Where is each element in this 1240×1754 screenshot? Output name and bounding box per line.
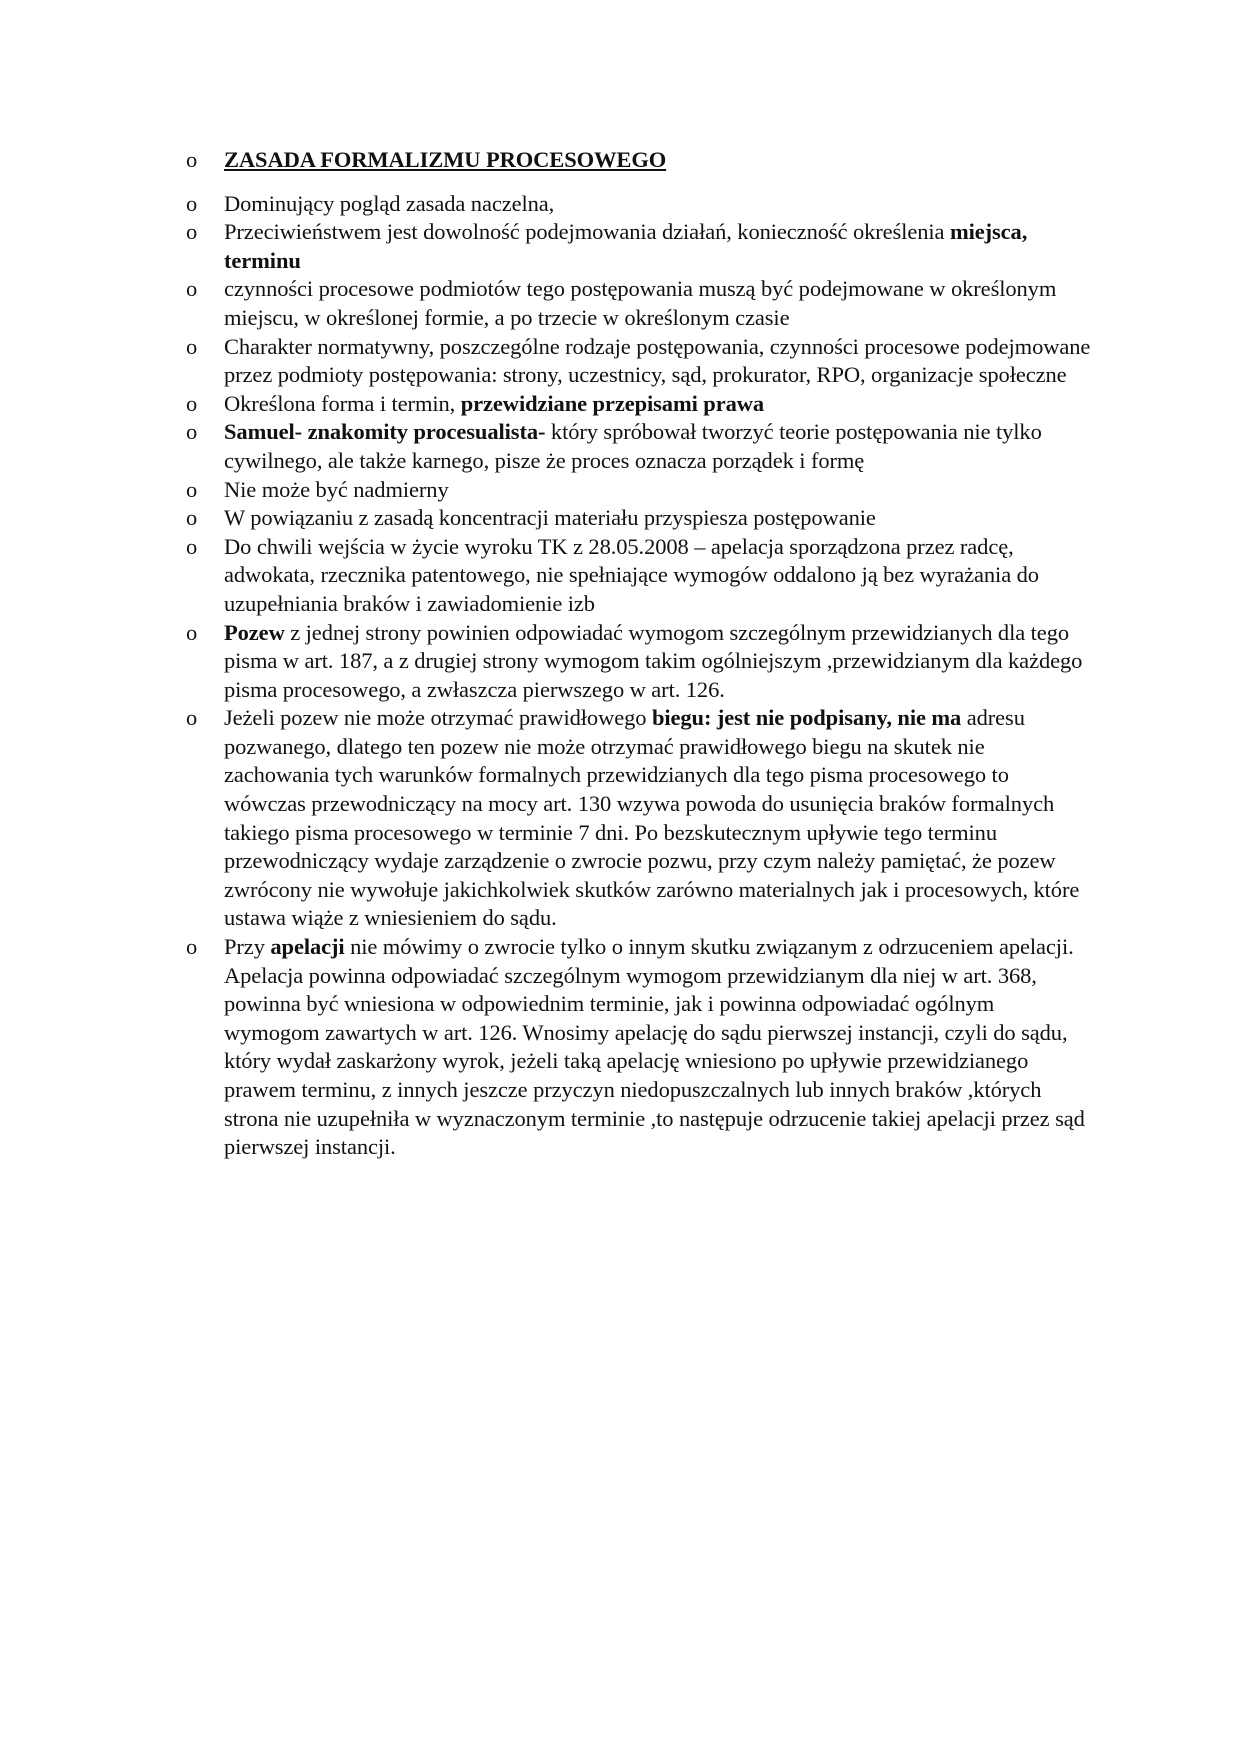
list-item-text: W powiązaniu z zasadą koncentracji materiału przyspiesza postępowanie	[224, 505, 876, 531]
bullet-marker: o	[186, 390, 198, 416]
bullet-marker: o	[186, 219, 198, 245]
bullet-marker: o	[186, 619, 198, 645]
bullet-marker: o	[186, 147, 198, 172]
list-item-text: Dominujący pogląd zasada naczelna,	[224, 190, 555, 216]
list-item	[186, 504, 1092, 533]
list-item	[186, 619, 1092, 705]
list-item	[186, 704, 1092, 933]
emphasized-phrase: biegu: jest nie podpisany, nie ma	[651, 705, 962, 731]
list-item-text: czynności procesowe podmiotów tego postępowania muszą być podejmowane w określonym miejscu, w określonej formie, a po trzecie w określonym czasie	[224, 276, 1057, 330]
list-item-text: Pozew z jednej strony powinien odpowiadać wymogom szczególnym przewidzianych dla tego pisma w art. 187, a z drugiej strony wymogom takim ogólniejszym ,przewidzianym dla każdego pisma procesowego, a zwłaszcza pierwszego w art. 126.	[224, 619, 1083, 702]
bullet-marker: o	[186, 190, 198, 216]
list-item-text: Przy apelacji nie mówimy o zwrocie tylko o innym skutku związanym z odrzuceniem apelacji. Apelacja powinna odpowiadać szczególnym wymogom przewidzianym dla niej w art. 368, powinna być wniesiona w odpowiednim terminie, jak i powinna odpowiadać ogólnym wymogom zawartych w art. 126. Wnosimy apelację do sądu pierwszej instancji, czyli do sądu, który wydał zaskarżony wyrok, jeżeli taką apelację wniesiono po upływie przewidzianego prawem terminu, z innych jeszcze przyczyn niedopuszczalnych lub innych braków ,których strona nie uzupełniła w wyznaczonym terminie ,to następuje odrzucenie takiej apelacji przez sąd pierwszej instancji.	[224, 934, 1085, 1160]
emphasized-phrase: apelacji	[270, 934, 345, 960]
bullet-marker: o	[186, 934, 198, 960]
list-item-text: Do chwili wejścia w życie wyroku TK z 28.05.2008 – apelacja sporządzona przez radcę, adwokata, rzecznika patentowego, nie spełniające wymogów oddalono ją bez wyrażania do uzupełniania braków i zawiadomienie izb	[224, 533, 1039, 616]
bullet-marker: o	[186, 533, 198, 559]
list-item	[186, 418, 1092, 475]
list-item	[186, 390, 1092, 419]
list-item	[186, 275, 1092, 332]
document-heading: ZASADA FORMALIZMU PROCESOWEGO	[224, 147, 667, 172]
bullet-marker: o	[186, 476, 198, 502]
bullet-marker: o	[186, 419, 198, 445]
heading-item	[186, 146, 1092, 175]
list-item-text: Przeciwieństwem jest dowolność podejmowania działań, konieczność określenia miejsca, terminu	[224, 219, 1028, 273]
list-item	[186, 933, 1092, 1162]
list-item-text: Nie może być nadmierny	[224, 476, 449, 502]
list-item-text: Samuel- znakomity procesualista- który spróbował tworzyć teorie postępowania nie tylko cywilnego, ale także karnego, pisze że proces oznacza porządek i formę	[224, 419, 1042, 473]
list-item-text: Jeżeli pozew nie może otrzymać prawidłowego biegu: jest nie podpisany, nie ma adresu pozwanego, dlatego ten pozew nie może otrzymać prawidłowego biegu na skutek nie zachowania tych warunków formalnych przewidzianych dla tego pisma procesowego to wówczas przewodniczący na mocy art. 130 wzywa powoda do usunięcia braków formalnych takiego pisma procesowego w terminie 7 dni. Po bezskutecznym upływie tego terminu przewodniczący wydaje zarządzenie o zwrocie pozwu, przy czym należy pamiętać, że pozew zwrócony nie wywołuje jakichkolwiek skutków zarówno materialnych jak i procesowych, które ustawa wiąże z wniesieniem do sądu.	[224, 705, 1080, 931]
list-item	[186, 333, 1092, 390]
emphasized-phrase: miejsca, terminu	[224, 219, 1028, 273]
document-content	[186, 146, 1092, 1162]
bullet-marker: o	[186, 333, 198, 359]
list-item	[186, 533, 1092, 619]
list-item	[186, 218, 1092, 275]
bullet-marker: o	[186, 276, 198, 302]
emphasized-phrase: przewidziane przepisami prawa	[460, 390, 765, 416]
list-item-text: Określona forma i termin, przewidziane przepisami prawa	[224, 390, 765, 416]
bullet-marker: o	[186, 505, 198, 531]
list-item	[186, 476, 1092, 505]
bullet-marker: o	[186, 705, 198, 731]
emphasized-phrase: Pozew	[224, 619, 285, 645]
emphasized-phrase: Samuel- znakomity procesualista-	[224, 419, 546, 445]
list-item	[186, 190, 1092, 219]
list-item-text: Charakter normatywny, poszczególne rodzaje postępowania, czynności procesowe podejmowane przez podmioty postępowania: strony, uczestnicy, sąd, prokurator, RPO, organizacje społeczne	[224, 333, 1091, 388]
